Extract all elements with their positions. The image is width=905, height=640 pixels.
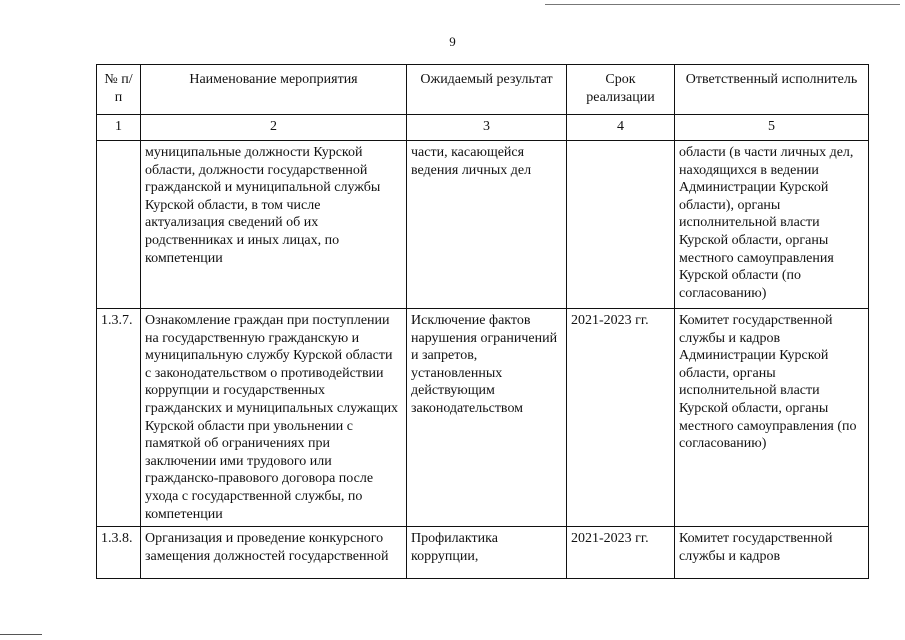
header-number: № п/п [97,65,141,115]
column-number: 1 [97,115,141,141]
measures-table [96,64,869,579]
executor: области (в части личных дел, находящихся в ведении Администрации Курской области), органы исполнительной власти Курской области, органы местного самоуправления Курской области (по согласованию) [675,141,869,309]
row-number: 1.3.7. [97,309,141,527]
page-number: 9 [449,34,456,49]
row-number [97,141,141,309]
table-row [97,309,869,527]
column-number: 3 [407,115,567,141]
measure-name: Ознакомление граждан при поступлении на государственную гражданскую и муниципальную службу Курской области с законодательством о противодействии коррупции и государственных гражданских и муниципальных служащих Курской области при увольнении с памяткой об ограничениях при заключении ими трудового или гражданско-правового договора после ухода с государственной службы, по компетенции [141,309,407,527]
table-header-row [97,65,869,115]
expected-result: части, касающейся ведения личных дел [407,141,567,309]
executor: Комитет государственной службы и кадров Администрации Курской области, органы исполнительной власти Курской области, органы местного самоуправления (по согласованию) [675,309,869,527]
table-row [97,527,869,579]
header-term: Срок реализации [567,65,675,115]
column-number: 5 [675,115,869,141]
term [567,141,675,309]
top-rule [545,4,900,5]
bottom-rule [0,634,42,635]
measure-name: муниципальные должности Курской области, должности государственной гражданской и муниципальной службы Курской области, в том числе актуализация сведений об их родственниках и иных лицах, по компетенции [141,141,407,309]
term: 2021-2023 гг. [567,527,675,579]
expected-result: Исключение фактов нарушения ограничений и запретов, установленных действующим законодательством [407,309,567,527]
header-executor: Ответственный исполнитель [675,65,869,115]
column-number: 2 [141,115,407,141]
measure-name: Организация и проведение конкурсного замещения должностей государственной [141,527,407,579]
header-expected-result: Ожидаемый результат [407,65,567,115]
header-measure-name: Наименование мероприятия [141,65,407,115]
column-number-row [97,115,869,141]
table-row [97,141,869,309]
expected-result: Профилактика коррупции, [407,527,567,579]
column-number: 4 [567,115,675,141]
row-number: 1.3.8. [97,527,141,579]
executor: Комитет государственной службы и кадров [675,527,869,579]
term: 2021-2023 гг. [567,309,675,527]
